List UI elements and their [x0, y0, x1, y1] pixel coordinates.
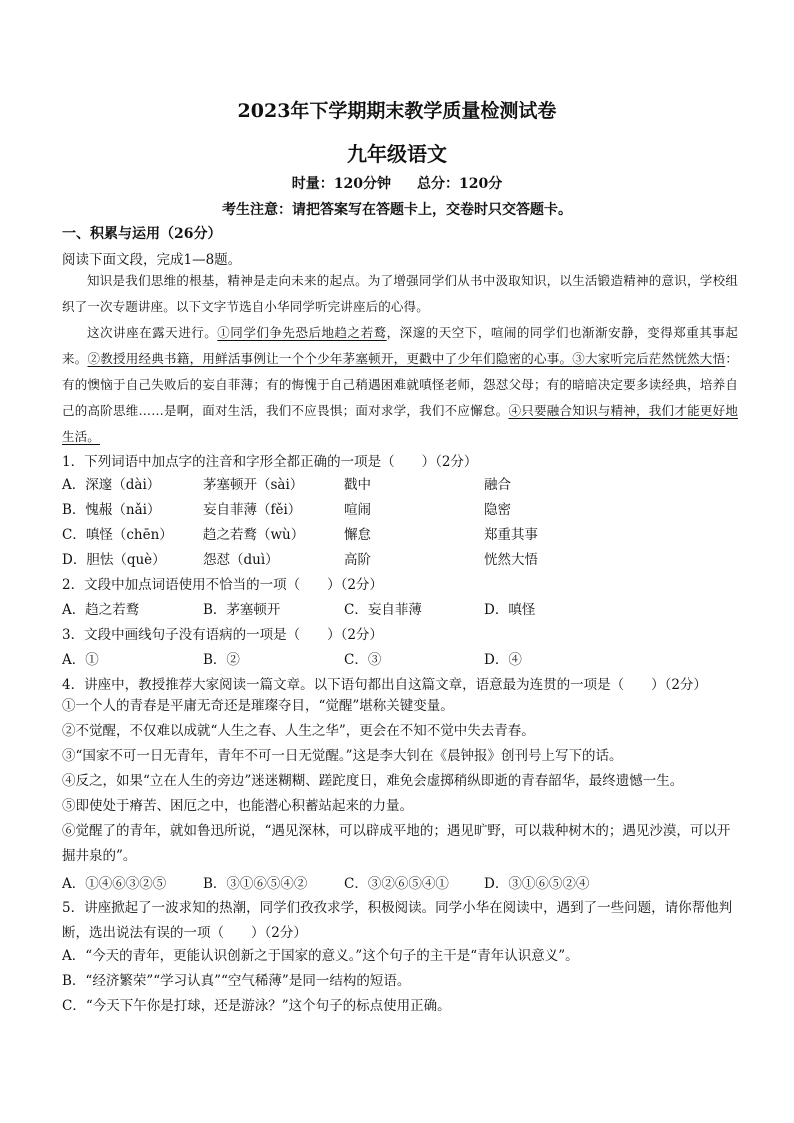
q4-sentence-2: ②不觉醒，不仅难以成就“人生之春、人生之华”，更会在不知不觉中失去青春。 [62, 723, 535, 739]
q4-sentence-6: ⑥觉醒了的青年，就如鲁迅所说，“遇见深林，可以辟成平地的；遇见旷野，可以栽种树木的；遇见沙漠，可以开掘井泉的”。 [62, 823, 731, 864]
q4-sentence-5: ⑤即使处于瘠苦、困厄之中，也能潜心积蓄站起来的力量。 [62, 798, 413, 814]
question-5-stem: 5．讲座掀起了一波求知的热潮，同学们孜孜求学，积极阅读。同学小华在阅读中，遇到了一些问题，请你帮他判断，选出说法有误的一项（ ）（2分） [62, 900, 733, 941]
q3-option-c: C．③ [344, 652, 382, 668]
q1-option: 高阶 [344, 552, 371, 568]
q1-option: 隐密 [484, 502, 511, 518]
q1-option: 郑重其事 [484, 527, 538, 543]
q4-sentence-1: ①一个人的青春是平庸无奇还是璀璨夺目，“觉醒”堪称关键变量。 [62, 698, 454, 714]
sentence-4: ④只要融合知识与精神，我们才能更好地生活。 [62, 403, 738, 444]
q4-option-a: A．①④⑥③②⑤ [62, 876, 167, 892]
sentence-3-tail: ：有的懊恼于自己失败后的妄自菲薄；有的悔愧于自己稍遇困难就嗔怪老师，怨怼父母；有的暗暗决定要多读经典，培养自己的高阶思维……是啊，面对生活，我们不应畏惧；面对求学，我们不应懈怠。 [62, 351, 738, 418]
exam-subject: 九年级语文 [347, 142, 447, 166]
q1-option: B．愧赧（nǎi） [62, 502, 161, 518]
q4-option-b: B．③①⑥⑤④② [203, 876, 308, 892]
q2-option-a: A．趋之若鹜 [62, 602, 140, 618]
q1-option: 融合 [484, 477, 511, 493]
q2-options [62, 598, 742, 618]
q1-option: 怨怼（duì） [203, 552, 279, 568]
q3-options [62, 648, 742, 668]
q1-option: A．深邃（dài） [62, 477, 161, 493]
q1-option: 茅塞顿开（sài） [203, 477, 304, 493]
q3-option-b: B．② [203, 652, 240, 668]
sentence-2: ②教授用经典书籍，用鲜活事例让一个个少年茅塞顿开，更戳中了少年们隐密的心事。 [87, 351, 573, 366]
q5-options [62, 944, 738, 1019]
q1-option: 妄自菲薄（fěi） [203, 502, 302, 518]
question-2-stem: 2．文段中加点词语使用不恰当的一项（ ）（2分） [62, 577, 383, 593]
q4-option-c: C．③②⑥⑤④① [344, 876, 449, 892]
section-intro: 阅读下面文段，完成1—8题。 [62, 252, 242, 268]
exam-title: 2023年下学期期末教学质量检测试卷 [237, 100, 557, 122]
q4-option-d: D．③①⑥⑤②④ [484, 876, 590, 892]
passage-paragraph-1: 知识是我们思维的根基，精神是走向未来的起点。为了增强同学们从书中汲取知识，以生活锻造精神的意识，学校组织了一次专题讲座。以下文字节选自小华同学听完讲座后的心得。 [62, 273, 738, 314]
sentence-3: ③大家听完后茫然恍然大悟 [572, 351, 726, 366]
q5-option-c: C．“今天下午你是打球，还是游泳？”这个句子的标点使用正确。 [62, 998, 451, 1014]
q3-option-d: D．④ [484, 652, 522, 668]
q1-option: 恍然大悟 [484, 552, 538, 568]
q1-row-b [62, 498, 742, 518]
q4-sentences [62, 694, 738, 869]
exam-score: 总分：120分 [417, 176, 503, 192]
q1-option: 趋之若鹜（wù） [203, 527, 305, 543]
q4-sentence-4: ④反之，如果“立在人生的旁边”迷迷糊糊、蹉跎度日，难免会虚掷稍纵即逝的青春韶华，最终遗憾一生。 [62, 773, 684, 789]
exam-meta [0, 173, 794, 193]
passage-lead: 这次讲座在露天进行。 [87, 325, 218, 340]
question-3-stem: 3．文段中画线句子没有语病的一项是（ ）（2分） [62, 627, 383, 643]
q2-option-d: D．嗔怪 [484, 602, 536, 618]
sentence-1-tail: ，深邃的天空下，喧闹的同学们也渐渐安静，变得郑重其事起来。 [62, 325, 738, 366]
q4-sentence-3: ③“国家不可一日无青年，青年不可一日无觉醒。”这是李大钊在《晨钟报》创刊号上写下的话。 [62, 748, 623, 764]
q5-option-b: B．“经济繁荣”“学习认真”“空气稀薄”是同一结构的短语。 [62, 973, 411, 989]
exam-notice: 考生注意：请把答案写在答题卡上，交卷时只交答题卡。 [222, 202, 572, 218]
q3-option-a: A．① [62, 652, 99, 668]
q4-options [62, 872, 742, 892]
q1-row-a [62, 473, 742, 493]
q1-row-c [62, 523, 742, 543]
section-heading: 一、积累与运用（26分） [62, 226, 222, 242]
q2-option-c: C．妄自菲薄 [344, 602, 422, 618]
q2-option-b: B．茅塞顿开 [203, 602, 281, 618]
question-4-stem: 4．讲座中，教授推荐大家阅读一篇文章。以下语句都出自这篇文章，语意最为连贯的一项是（ ）（2分） [62, 677, 707, 693]
q1-option: C．嗔怪（chēn） [62, 527, 173, 543]
q1-option: 戳中 [344, 477, 371, 493]
q5-option-a: A．“今天的青年，更能认识创新之于国家的意义。”这个句子的主干是“青年认识意义”。 [62, 948, 579, 964]
passage-paragraph-2 [62, 320, 738, 450]
q1-option: 懈怠 [344, 527, 371, 543]
q1-row-d [62, 548, 742, 568]
q1-option: D．胆怯（què） [62, 552, 166, 568]
sentence-1: ①同学们争先恐后地趋之若鹜 [217, 325, 387, 340]
q1-option: 喧闹 [344, 502, 371, 518]
exam-time: 时量：120分钟 [291, 176, 391, 192]
question-1-stem: 1．下列词语中加点字的注音和字形全都正确的一项是（ ）（2分） [62, 454, 478, 470]
